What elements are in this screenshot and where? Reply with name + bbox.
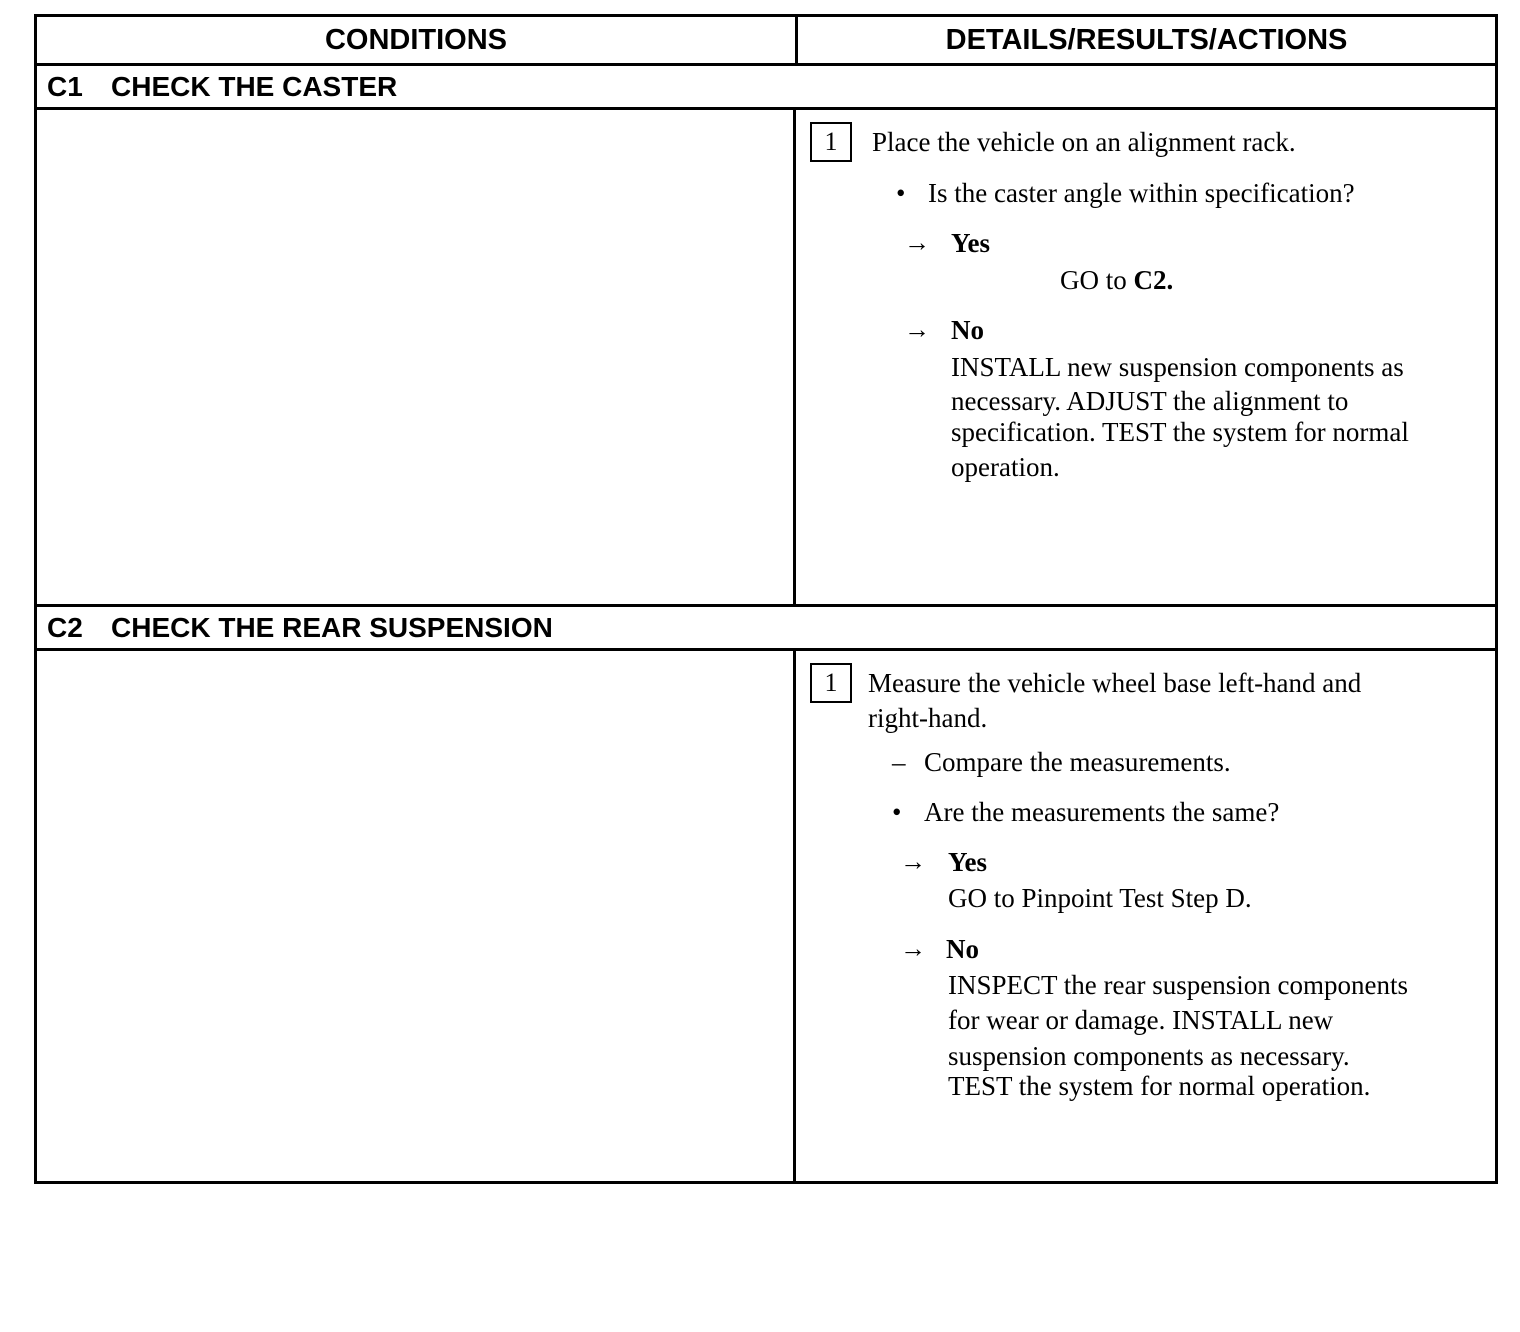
table-header xyxy=(37,17,1495,66)
section-c2-body xyxy=(37,651,1495,1181)
dash-item: Compare the measurements. xyxy=(924,747,1231,777)
yes-action-prefix: GO to xyxy=(1060,265,1127,295)
section-title: CHECK THE REAR SUSPENSION xyxy=(111,611,553,643)
no-action-line: TEST the system for normal operation. xyxy=(948,1071,1371,1101)
details-cell xyxy=(796,110,1495,604)
section-code: C1 xyxy=(47,70,83,102)
diagnostic-table xyxy=(34,14,1498,1184)
bullet-icon: • xyxy=(896,178,906,208)
bullet-question: Is the caster angle within specification? xyxy=(928,178,1355,208)
yes-action: GO to Pinpoint Test Step D. xyxy=(948,883,1252,913)
no-action-line: suspension components as necessary. xyxy=(948,1041,1350,1071)
section-c1-title xyxy=(37,66,1495,110)
step-text-line: Measure the vehicle wheel base left-hand and xyxy=(868,668,1362,698)
right-arrow-icon: → xyxy=(900,934,926,963)
no-action-line: operation. xyxy=(951,452,1060,482)
details-header: DETAILS/RESULTS/ACTIONS xyxy=(945,23,1348,56)
no-label: No xyxy=(951,315,984,345)
no-action-line: INSTALL new suspension components as xyxy=(951,352,1404,382)
conditions-header: CONDITIONS xyxy=(37,17,798,63)
bullet-question: Are the measurements the same? xyxy=(924,797,1280,827)
details-cell xyxy=(796,651,1495,1181)
step-text-line: right-hand. xyxy=(868,703,988,733)
conditions-cell xyxy=(37,651,796,1181)
yes-action xyxy=(1060,263,1173,297)
no-action-line: specification. TEST the system for normal xyxy=(951,417,1409,447)
no-label: No xyxy=(946,934,979,964)
dash-icon: – xyxy=(892,747,906,777)
yes-action-target: C2. xyxy=(1133,265,1174,295)
no-action-line: for wear or damage. INSTALL new xyxy=(948,1005,1334,1035)
bullet-icon: • xyxy=(892,797,902,827)
yes-label: Yes xyxy=(951,228,990,258)
no-action-line: INSPECT the rear suspension components xyxy=(948,970,1408,1000)
section-c2-title xyxy=(37,607,1495,651)
step-text: Place the vehicle on an alignment rack. xyxy=(872,127,1296,157)
step-number-box: 1 xyxy=(810,122,852,162)
section-title: CHECK THE CASTER xyxy=(111,70,398,102)
step-number-box: 1 xyxy=(810,663,852,703)
right-arrow-icon: → xyxy=(904,228,930,257)
yes-label: Yes xyxy=(948,847,987,877)
right-arrow-icon: → xyxy=(900,847,926,876)
conditions-cell xyxy=(37,110,796,604)
right-arrow-icon: → xyxy=(904,315,930,344)
no-action-line: necessary. ADJUST the alignment to xyxy=(951,386,1349,416)
section-code: C2 xyxy=(47,611,83,643)
section-c1-body xyxy=(37,110,1495,607)
